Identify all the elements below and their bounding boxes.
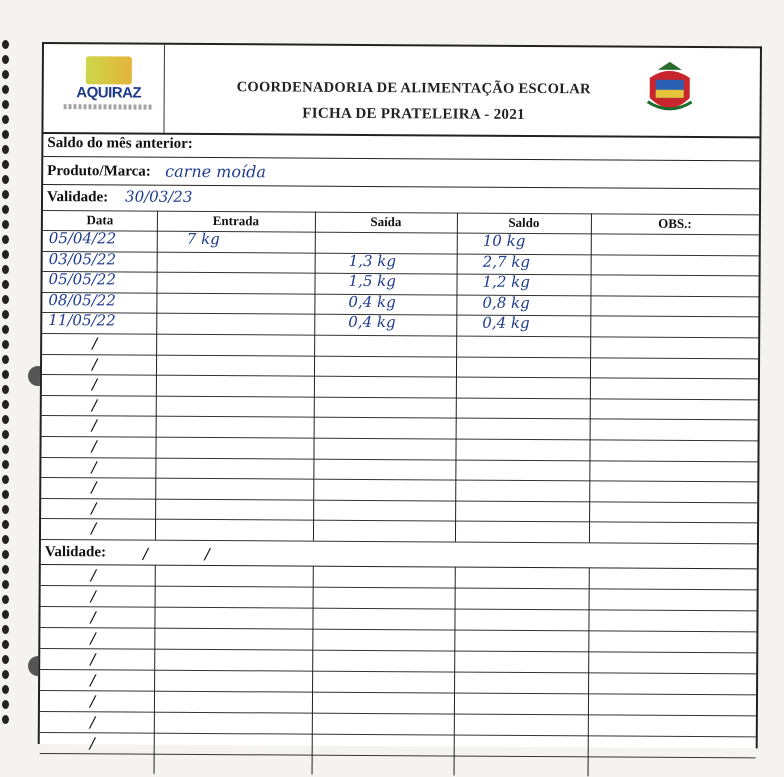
binding-ring [2, 85, 9, 94]
binding-ring [2, 655, 9, 664]
binding-ring [2, 265, 9, 274]
binding-ring [2, 310, 9, 319]
municipal-crest-icon [640, 60, 700, 120]
validade-value[interactable]: 30/03/23 [125, 187, 193, 206]
col-header-data: Data [86, 212, 114, 228]
binding-ring [2, 190, 9, 199]
binding-ring [2, 520, 9, 529]
binding-ring [2, 160, 9, 169]
cell-data[interactable]: 03/05/22 [48, 249, 117, 269]
cell-saida[interactable]: 0,4 kg [348, 313, 396, 332]
validade-label: Validade: [47, 189, 109, 206]
binding-ring [2, 385, 9, 394]
cell-entrada[interactable]: 7 kg [186, 229, 220, 249]
blank-date-slash[interactable]: / [90, 650, 96, 669]
binding-ring [2, 175, 9, 184]
saldo-anterior-row [43, 132, 759, 161]
binding-ring [2, 595, 9, 604]
cell-data[interactable]: 05/05/22 [48, 270, 116, 289]
blank-date-slash[interactable]: / [92, 334, 98, 353]
binding-ring [2, 370, 9, 379]
form-title-coordenadoria: COORDENADORIA DE ALIMENTAÇÃO ESCOLAR [236, 79, 591, 98]
blank-date-slash[interactable]: / [90, 608, 96, 627]
validade-2-label: Validade: [44, 544, 107, 561]
col-header-obs: OBS.: [658, 215, 692, 231]
blank-date-slash[interactable]: / [89, 692, 96, 711]
binding-ring [2, 625, 9, 634]
cell-saldo[interactable]: 10 kg [482, 231, 526, 250]
blank-date-slash[interactable]: / [91, 375, 98, 394]
cell-saldo[interactable]: 1,2 kg [482, 272, 530, 292]
blank-date-slash[interactable]: / [90, 519, 97, 538]
binding-ring [2, 205, 9, 214]
binding-ring [2, 565, 9, 574]
binding-ring [2, 325, 9, 334]
cell-data[interactable]: 05/04/22 [48, 229, 117, 248]
blank-date-slash[interactable]: / [91, 354, 98, 373]
produto-label: Produto/Marca: [47, 163, 151, 180]
logo-building-icon [86, 56, 132, 84]
blank-date-slash[interactable]: / [90, 587, 96, 606]
shelf-form-sheet [38, 42, 762, 753]
binding-ring [2, 70, 9, 79]
binding-ring [2, 535, 9, 544]
cell-saida[interactable]: 1,5 kg [348, 272, 396, 291]
binding-ring [2, 460, 9, 469]
col-header-saldo: Saldo [508, 214, 540, 231]
binding-ring [2, 400, 9, 409]
binding-ring [2, 220, 9, 229]
col-header-saida: Saída [370, 214, 402, 230]
col-header-entrada: Entrada [212, 213, 260, 229]
cell-saida[interactable]: 0,4 kg [348, 292, 396, 311]
binding-ring [2, 130, 9, 139]
blank-date-slash[interactable]: / [91, 478, 97, 497]
binding-ring [2, 100, 9, 109]
blank-date-slash[interactable]: / [89, 713, 95, 732]
form-title-ficha: FICHA DE PRATELEIRA - 2021 [302, 105, 525, 123]
binding-ring [2, 355, 9, 364]
produto-value[interactable]: carne moída [165, 161, 266, 182]
binding-ring [2, 640, 9, 649]
cell-data[interactable]: 11/05/22 [48, 311, 116, 330]
blank-date-slash[interactable]: / [90, 629, 96, 648]
cell-saldo[interactable]: 0,8 kg [482, 293, 530, 312]
binding-ring [2, 700, 9, 709]
binding-ring [2, 415, 9, 424]
spiral-binding [0, 40, 16, 730]
blank-date-slash[interactable]: / [90, 566, 96, 585]
blank-date-slash[interactable]: / [91, 457, 97, 476]
aquiraz-logo: AQUIRAZ [64, 54, 154, 119]
binding-ring [2, 475, 9, 484]
binding-ring [2, 715, 9, 724]
cell-saida[interactable]: 1,3 kg [348, 251, 397, 270]
blank-date-slash[interactable]: / [89, 734, 95, 753]
binding-ring [2, 490, 9, 499]
blank-date-slash[interactable]: / [90, 671, 96, 690]
blank-date-slash[interactable]: / [91, 499, 97, 518]
binding-ring [2, 115, 9, 124]
cell-saldo[interactable]: 2,7 kg [482, 252, 531, 271]
binding-ring [2, 610, 9, 619]
produto-row [43, 158, 759, 189]
binding-ring [2, 550, 9, 559]
binding-ring [2, 685, 9, 694]
binding-ring [2, 445, 9, 454]
binding-ring [2, 55, 9, 64]
saldo-anterior-label: Saldo do mês anterior: [47, 135, 193, 152]
form-header [43, 44, 760, 138]
blank-date-slash[interactable]: / [91, 416, 97, 435]
binding-ring [2, 670, 9, 679]
cell-data[interactable]: 08/05/22 [48, 290, 116, 310]
binding-ring [2, 40, 9, 49]
binding-ring [2, 235, 9, 244]
binding-ring [2, 505, 9, 514]
binding-ring [2, 280, 9, 289]
blank-date-slash[interactable]: / [91, 437, 97, 456]
validade-2-row [41, 542, 757, 569]
binding-ring [2, 580, 9, 589]
binding-ring [2, 340, 9, 349]
validade-2-blank[interactable]: / / [142, 544, 236, 564]
cell-saldo[interactable]: 0,4 kg [482, 314, 530, 333]
binding-ring [2, 145, 9, 154]
binding-ring [2, 430, 9, 439]
blank-date-slash[interactable]: / [91, 396, 97, 415]
binding-ring [2, 250, 9, 259]
binding-ring [2, 295, 9, 304]
